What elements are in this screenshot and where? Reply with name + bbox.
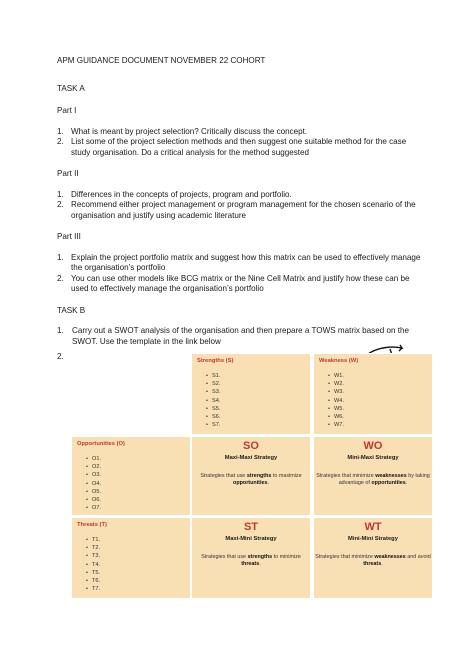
list-item: • W4. [328,397,427,405]
list-item [57,200,427,221]
list-item: • S4. [206,397,305,405]
list-text: You can use other models like BCG matrix or the Nine Cell Matrix and justify how these can be used to effectively manage the organisation’s portfolio [71,273,410,293]
list-item: • O2. [86,463,185,471]
st-strategy-name: Maxi-Mini Strategy [225,536,277,542]
list-number: 2. [57,352,64,361]
weakness-list [319,372,427,429]
list-item: • T6. [86,577,185,585]
wo-description: Strategies that minimize weaknesses by taking advantage of opportunities. [316,473,430,486]
list-item: • T2. [86,544,185,552]
list-number: 2. [57,137,64,146]
list-item: • S1. [206,372,305,380]
opportunities-list [77,455,185,512]
opportunities-title: Opportunities (O) [77,441,125,447]
task-a-title: TASK A [57,83,85,93]
list-number: 1. [57,189,64,199]
part-3-title: Part III [57,232,81,241]
list-item: • O6. [86,496,185,504]
list-item: • W5. [328,405,427,413]
list-text: Recommend either project management or program management for the chosen scenario of the organisation and justify using academic literature [71,200,416,220]
wo-code: WO [363,440,383,452]
threats-title: Threats (T) [77,522,107,528]
task-b-title: TASK B [57,305,86,315]
list-number: 2. [57,200,64,209]
part-1-list [57,127,427,159]
list-item: • T5. [86,569,185,577]
list-item: • T3. [86,552,185,560]
document-heading: APM GUIDANCE DOCUMENT NOVEMBER 22 COHORT [57,56,266,65]
list-number: 1. [57,252,64,262]
list-item: • W2. [328,380,427,388]
list-item: • S6. [206,413,305,421]
list-text: Differences in the concepts of projects, program and portfolio. [71,189,292,199]
weakness-cell [313,353,433,435]
st-description: Strategies that use strengths to minimize threats. [201,554,301,567]
list-item: • T1. [86,536,185,544]
list-item: • W1. [328,372,427,380]
list-item: • T7. [86,585,185,593]
strengths-cell [191,353,311,435]
list-number: 2. [57,273,64,283]
part-1-title: Part I [57,106,77,115]
list-text: What is meant by project selection? Critically discuss the concept. [71,126,308,136]
wt-code: WT [364,521,382,533]
opportunities-cell [71,436,191,516]
list-item: • S2. [206,380,305,388]
so-strategy-name: Maxi-Maxi Strategy [224,455,278,461]
part-2-title: Part II [57,169,79,178]
so-code: SO [243,440,259,452]
so-description: Strategies that use strengths to maximize opportunities. [200,473,302,486]
wt-description: Strategies that minimize weaknesses and avoid threats. [315,554,431,567]
list-item: • W3. [328,388,427,396]
tows-matrix [71,353,433,599]
list-item: • O5. [86,488,185,496]
wo-cell [313,436,433,516]
st-cell [191,517,311,599]
threats-cell [71,517,191,599]
list-text: Carry out a SWOT analysis of the organisation and then prepare a TOWS matrix based on the SWOT. Use the template in the link below [72,326,409,346]
list-item [57,253,427,274]
list-item: • S3. [206,388,305,396]
list-item [57,137,427,158]
threats-list [77,536,185,593]
list-text: Explain the project portfolio matrix and suggest how this matrix can be used to effectively manage the organisation’s portfolio [71,252,421,272]
list-item [57,190,427,201]
st-code: ST [243,521,259,533]
strengths-list [197,372,305,429]
list-item [57,274,427,295]
part-2-list [57,190,427,222]
list-item: • O4. [86,480,185,488]
strengths-title: Strengths (S) [197,358,234,364]
wo-strategy-name: Mini-Maxi Strategy [347,455,399,461]
list-item: • O1. [86,455,185,463]
so-cell [191,436,311,516]
list-item: • S7. [206,421,305,429]
list-number: 1. [57,126,64,136]
wt-strategy-name: Mini-Mini Strategy [348,536,398,542]
weakness-title: Weakness (W) [319,358,359,364]
list-item: • W7. [328,421,427,429]
wt-cell [313,517,433,599]
list-item: • S5. [206,405,305,413]
list-item [57,127,427,138]
list-number: 1. [57,326,64,335]
part-3-list [57,253,427,295]
list-item: • O7. [86,504,185,512]
list-item: • O3. [86,471,185,479]
list-text: List some of the project selection methods and then suggest one suitable method for the case study organisation. Do a critical analysis for the method suggested [71,137,407,157]
list-item: • T4. [86,561,185,569]
list-item: • W6. [328,413,427,421]
